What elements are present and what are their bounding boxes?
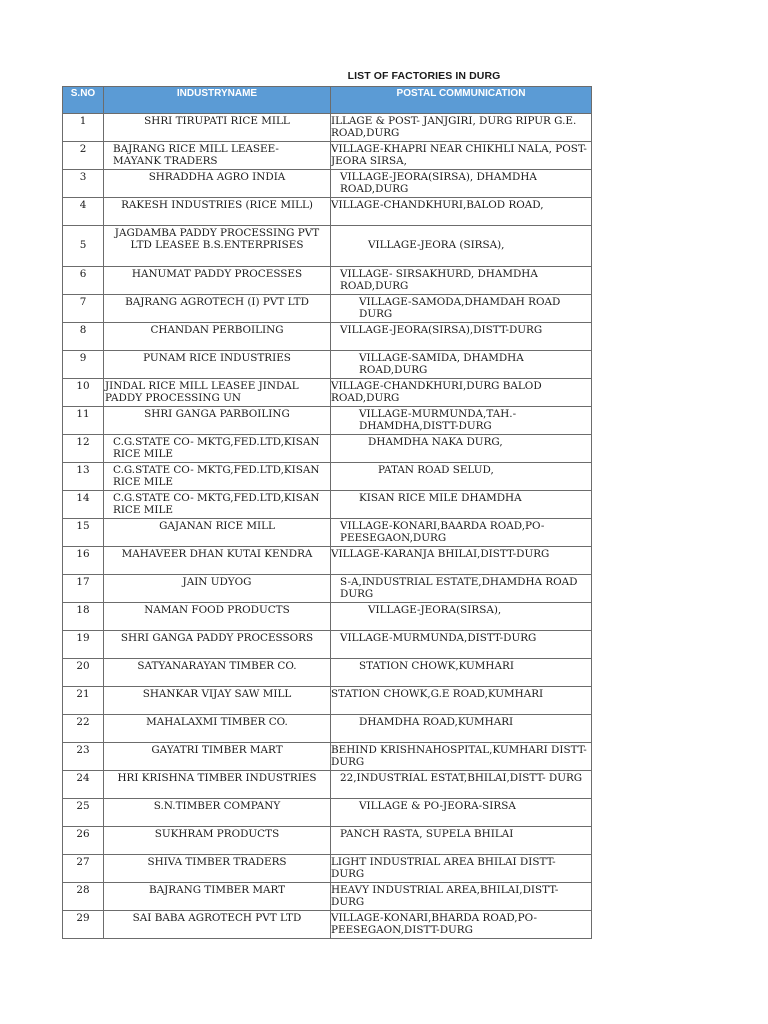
- row-industry-name: MAHAVEER DHAN KUTAI KENDRA: [104, 547, 331, 575]
- row-postal-communication: VILLAGE-KONARI,BHARDA ROAD,PO-PEESEGAON,DISTT-DURG: [331, 911, 592, 939]
- row-postal-communication: STATION CHOWK,G.E ROAD,KUMHARI: [331, 687, 592, 715]
- row-postal-communication: VILLAGE-JEORA(SIRSA), DHAMDHA ROAD,DURG: [331, 170, 592, 198]
- row-sno: 13: [63, 463, 104, 491]
- row-industry-name: SHIVA TIMBER TRADERS: [104, 855, 331, 883]
- row-sno: 16: [63, 547, 104, 575]
- row-sno: 3: [63, 170, 104, 198]
- row-postal-communication: PATAN ROAD SELUD,: [331, 463, 592, 491]
- row-industry-name: SHANKAR VIJAY SAW MILL: [104, 687, 331, 715]
- row-postal-communication: VILLAGE-SAMODA,DHAMDAH ROAD DURG: [331, 295, 592, 323]
- row-sno: 22: [63, 715, 104, 743]
- row-industry-name: SATYANARAYAN TIMBER CO.: [104, 659, 331, 687]
- row-postal-communication: DHAMDHA ROAD,KUMHARI: [331, 715, 592, 743]
- row-industry-name: JAIN UDYOG: [104, 575, 331, 603]
- row-industry-name: JINDAL RICE MILL LEASEE JINDAL PADDY PROCESSING UN: [104, 379, 331, 407]
- row-postal-communication: PANCH RASTA, SUPELA BHILAI: [331, 827, 592, 855]
- row-industry-name: SUKHRAM PRODUCTS: [104, 827, 331, 855]
- row-postal-communication: VILLAGE-KHAPRI NEAR CHIKHLI NALA, POST-JEORA SIRSA,: [331, 142, 592, 170]
- row-postal-communication: HEAVY INDUSTRIAL AREA,BHILAI,DISTT-DURG: [331, 883, 592, 911]
- row-sno: 11: [63, 407, 104, 435]
- row-sno: 23: [63, 743, 104, 771]
- row-sno: 14: [63, 491, 104, 519]
- row-industry-name: JAGDAMBA PADDY PROCESSING PVT LTD LEASEE B.S.ENTERPRISES: [104, 226, 331, 267]
- row-sno: 12: [63, 435, 104, 463]
- row-sno: 1: [63, 114, 104, 142]
- table-row: [63, 295, 592, 323]
- row-postal-communication: VILLAGE & PO-JEORA-SIRSA: [331, 799, 592, 827]
- table-row: [63, 407, 592, 435]
- row-postal-communication: VILLAGE-JEORA(SIRSA),DISTT-DURG: [331, 323, 592, 351]
- table-row: [63, 743, 592, 771]
- table-row: [63, 715, 592, 743]
- row-industry-name: BAJRANG RICE MILL LEASEE- MAYANK TRADERS: [104, 142, 331, 170]
- table-row: [63, 519, 592, 547]
- row-sno: 24: [63, 771, 104, 799]
- row-postal-communication: VILLAGE-SAMIDA, DHAMDHA ROAD,DURG: [331, 351, 592, 379]
- row-postal-communication: VILLAGE-MURMUNDA,TAH.-DHAMDHA,DISTT-DURG: [331, 407, 592, 435]
- row-postal-communication: STATION CHOWK,KUMHARI: [331, 659, 592, 687]
- table-row: [63, 491, 592, 519]
- row-industry-name: BAJRANG AGROTECH (I) PVT LTD: [104, 295, 331, 323]
- row-postal-communication: DHAMDHA NAKA DURG,: [331, 435, 592, 463]
- row-sno: 4: [63, 198, 104, 226]
- row-postal-communication: VILLAGE-JEORA (SIRSA),: [331, 226, 592, 267]
- row-sno: 28: [63, 883, 104, 911]
- table-row: [63, 435, 592, 463]
- table-row: [63, 631, 592, 659]
- row-postal-communication: LIGHT INDUSTRIAL AREA BHILAI DISTT- DURG: [331, 855, 592, 883]
- row-sno: 8: [63, 323, 104, 351]
- row-postal-communication: VILLAGE-KARANJA BHILAI,DISTT-DURG: [331, 547, 592, 575]
- row-industry-name: NAMAN FOOD PRODUCTS: [104, 603, 331, 631]
- row-industry-name: MAHALAXMI TIMBER CO.: [104, 715, 331, 743]
- row-sno: 18: [63, 603, 104, 631]
- row-sno: 26: [63, 827, 104, 855]
- row-sno: 9: [63, 351, 104, 379]
- table-row: [63, 379, 592, 407]
- table-row: [63, 911, 592, 939]
- column-header-postal-communication: POSTAL COMMUNICATION: [331, 87, 592, 114]
- table-row: [63, 114, 592, 142]
- row-industry-name: SHRI GANGA PARBOILING: [104, 407, 331, 435]
- table-row: [63, 659, 592, 687]
- row-industry-name: CHANDAN PERBOILING: [104, 323, 331, 351]
- row-postal-communication: VILLAGE- SIRSAKHURD, DHAMDHA ROAD,DURG: [331, 267, 592, 295]
- row-industry-name: SAI BABA AGROTECH PVT LTD: [104, 911, 331, 939]
- factories-table: [62, 86, 592, 939]
- row-postal-communication: 22,INDUSTRIAL ESTAT,BHILAI,DISTT- DURG: [331, 771, 592, 799]
- row-industry-name: BAJRANG TIMBER MART: [104, 883, 331, 911]
- table-row: [63, 603, 592, 631]
- document-title: LIST OF FACTORIES IN DURG: [347, 70, 501, 82]
- row-postal-communication: VILLAGE-KONARI,BAARDA ROAD,PO-PEESEGAON,DURG: [331, 519, 592, 547]
- row-industry-name: HRI KRISHNA TIMBER INDUSTRIES: [104, 771, 331, 799]
- row-postal-communication: VILLAGE-MURMUNDA,DISTT-DURG: [331, 631, 592, 659]
- header-row: [63, 87, 592, 114]
- column-header-industry-name: INDUSTRYNAME: [104, 87, 331, 114]
- column-header-sno: S.NO: [63, 87, 104, 114]
- row-postal-communication: VILLAGE-JEORA(SIRSA),: [331, 603, 592, 631]
- row-industry-name: GAJANAN RICE MILL: [104, 519, 331, 547]
- row-sno: 19: [63, 631, 104, 659]
- table-row: [63, 323, 592, 351]
- row-industry-name: C.G.STATE CO- MKTG,FED.LTD,KISAN RICE MILE: [104, 435, 331, 463]
- row-industry-name: RAKESH INDUSTRIES (RICE MILL): [104, 198, 331, 226]
- row-industry-name: C.G.STATE CO- MKTG,FED.LTD,KISAN RICE MILE: [104, 463, 331, 491]
- row-postal-communication: S-A,INDUSTRIAL ESTATE,DHAMDHA ROAD DURG: [331, 575, 592, 603]
- row-sno: 29: [63, 911, 104, 939]
- row-sno: 6: [63, 267, 104, 295]
- table-row: [63, 198, 592, 226]
- row-sno: 21: [63, 687, 104, 715]
- row-sno: 17: [63, 575, 104, 603]
- row-sno: 20: [63, 659, 104, 687]
- table-row: [63, 547, 592, 575]
- table-row: [63, 142, 592, 170]
- table-row: [63, 170, 592, 198]
- row-industry-name: SHRADDHA AGRO INDIA: [104, 170, 331, 198]
- row-postal-communication: VILLAGE-CHANDKHURI,DURG BALOD ROAD,DURG: [331, 379, 592, 407]
- table-row: [63, 687, 592, 715]
- row-postal-communication: BEHIND KRISHNAHOSPITAL,KUMHARI DISTT-DURG: [331, 743, 592, 771]
- row-industry-name: HANUMAT PADDY PROCESSES: [104, 267, 331, 295]
- row-sno: 25: [63, 799, 104, 827]
- row-sno: 10: [63, 379, 104, 407]
- table-row: [63, 799, 592, 827]
- row-industry-name: GAYATRI TIMBER MART: [104, 743, 331, 771]
- table-row: [63, 771, 592, 799]
- row-postal-communication: ILLAGE & POST- JANJGIRI, DURG RIPUR G.E. ROAD,DURG: [331, 114, 592, 142]
- row-sno: 27: [63, 855, 104, 883]
- row-sno: 7: [63, 295, 104, 323]
- row-industry-name: SHRI TIRUPATI RICE MILL: [104, 114, 331, 142]
- table-row: [63, 827, 592, 855]
- row-industry-name: C.G.STATE CO- MKTG,FED.LTD,KISAN RICE MILE: [104, 491, 331, 519]
- row-sno: 5: [63, 226, 104, 267]
- row-postal-communication: VILLAGE-CHANDKHURI,BALOD ROAD,: [331, 198, 592, 226]
- row-sno: 15: [63, 519, 104, 547]
- table-row: [63, 463, 592, 491]
- row-sno: 2: [63, 142, 104, 170]
- table-row: [63, 883, 592, 911]
- row-industry-name: S.N.TIMBER COMPANY: [104, 799, 331, 827]
- row-industry-name: PUNAM RICE INDUSTRIES: [104, 351, 331, 379]
- table-row: [63, 351, 592, 379]
- table-row: [63, 226, 592, 267]
- row-industry-name: SHRI GANGA PADDY PROCESSORS: [104, 631, 331, 659]
- table-row: [63, 267, 592, 295]
- row-postal-communication: KISAN RICE MILE DHAMDHA: [331, 491, 592, 519]
- table-row: [63, 575, 592, 603]
- table-row: [63, 855, 592, 883]
